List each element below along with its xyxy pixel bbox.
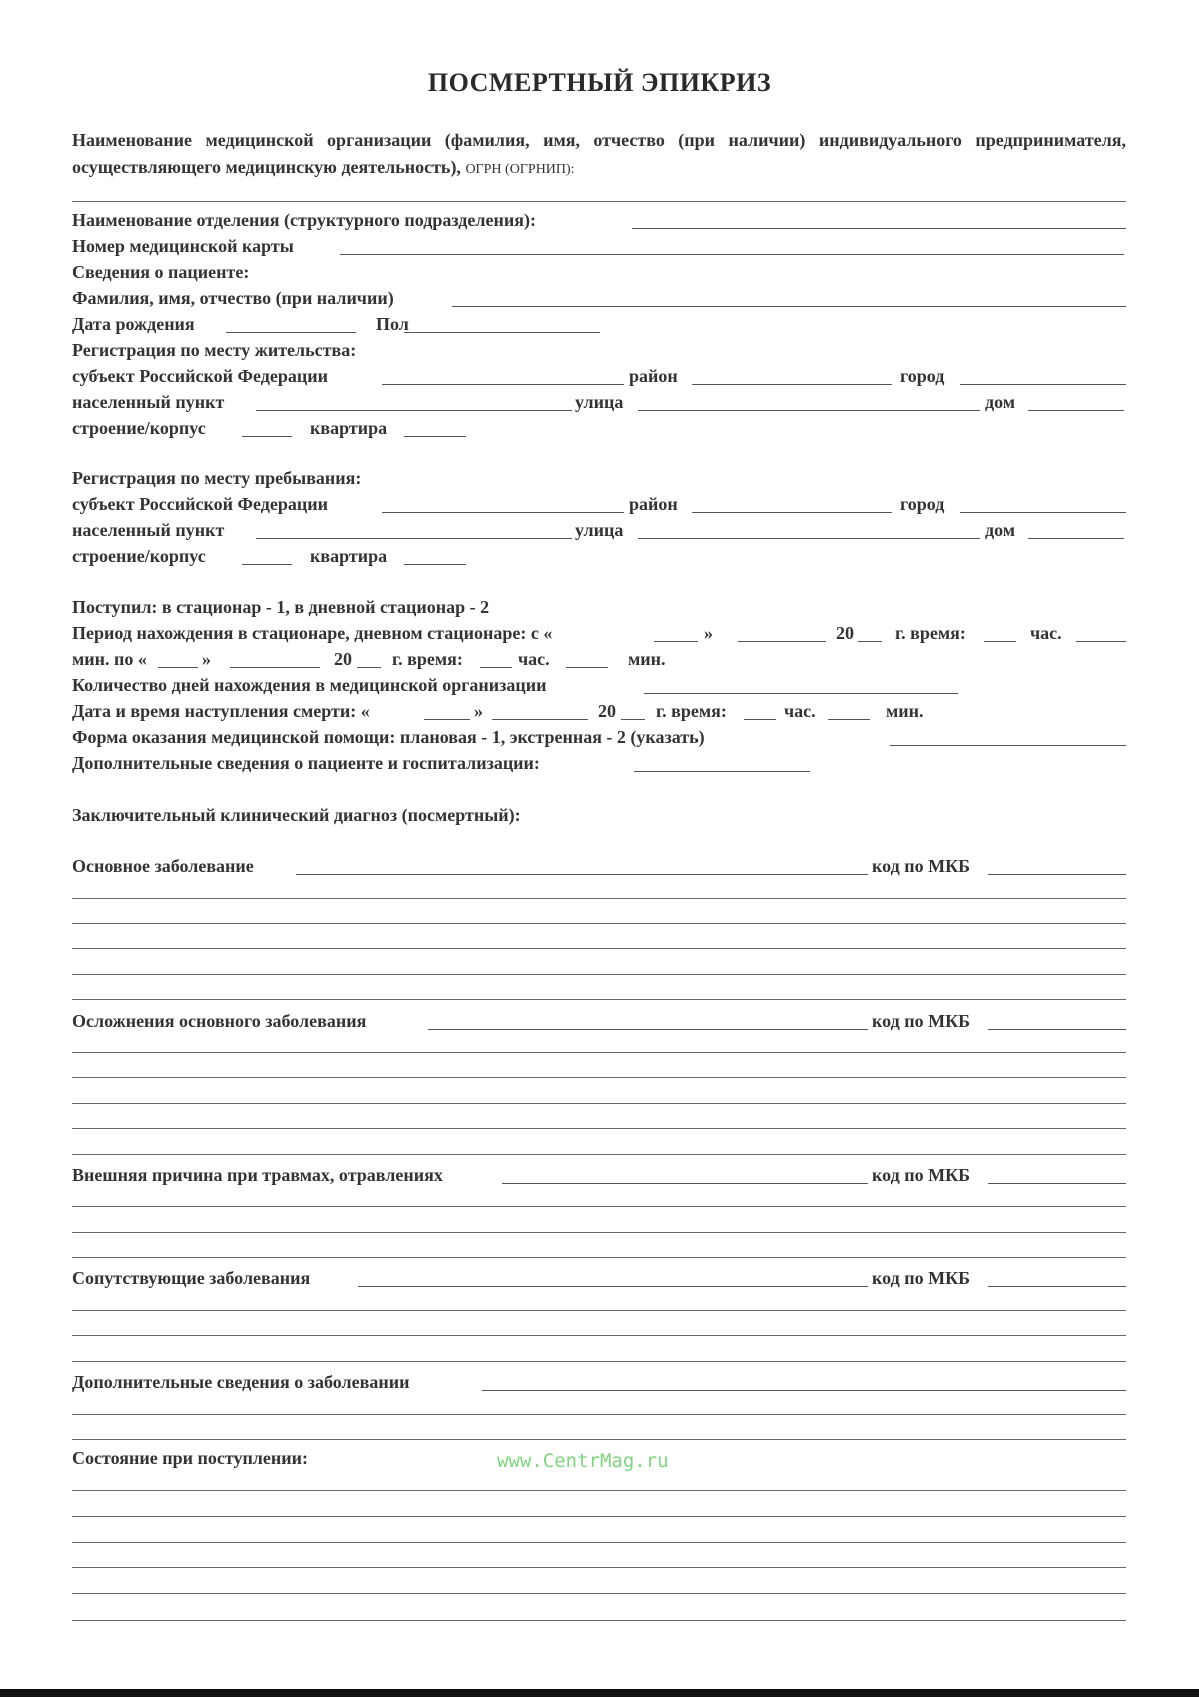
complications-line[interactable] — [72, 1052, 1126, 1053]
main-disease-line[interactable] — [72, 999, 1126, 1000]
complications-line[interactable] — [72, 1154, 1126, 1155]
district-blank[interactable] — [692, 512, 892, 513]
complications-blank[interactable] — [428, 1029, 868, 1030]
apartment-blank[interactable] — [404, 564, 466, 565]
complications-label: Осложнения основного заболевания — [72, 1011, 367, 1031]
subject-label: субъект Российской Федерации — [72, 494, 328, 514]
main-disease-row[interactable] — [72, 856, 1126, 876]
district-label: район — [629, 366, 678, 386]
full-name-blank[interactable] — [452, 306, 1126, 307]
hour-label: час. — [784, 701, 816, 721]
apartment-label: квартира — [310, 546, 388, 566]
department-label: Наименование отделения (структурного подразделения): — [72, 210, 536, 230]
comorbid-line[interactable] — [72, 1335, 1126, 1336]
comorbid-line[interactable] — [72, 1361, 1126, 1362]
period-to-month-blank[interactable] — [230, 667, 320, 668]
icd-blank[interactable] — [988, 1029, 1126, 1030]
year-prefix: 20 — [334, 649, 352, 669]
district-blank[interactable] — [692, 384, 892, 385]
city-label: город — [900, 494, 945, 514]
document-title: ПОСМЕРТНЫЙ ЭПИКРИЗ — [427, 68, 772, 97]
icd-label: код по МКБ — [872, 856, 971, 876]
period-row-2[interactable] — [72, 649, 1126, 669]
diagnosis-heading: Заключительный клинический диагноз (посмертный): — [72, 805, 521, 825]
building-blank[interactable] — [242, 436, 292, 437]
house-label: дом — [985, 520, 1016, 540]
admitted-label: Поступил: в стационар - 1, в дневной стационар - 2 — [72, 597, 490, 617]
quote-close: » — [474, 701, 483, 721]
birth-sex-row[interactable] — [72, 314, 1126, 334]
department-blank[interactable] — [632, 228, 1126, 229]
residence-building-row[interactable] — [72, 418, 1126, 438]
min-label: мин. — [886, 701, 924, 721]
district-label: район — [629, 494, 678, 514]
icd-blank[interactable] — [988, 1183, 1126, 1184]
year-time-label: г. время: — [895, 623, 966, 643]
state-line[interactable] — [72, 1620, 1126, 1621]
card-number-blank[interactable] — [340, 254, 1124, 255]
state-line[interactable] — [72, 1567, 1126, 1568]
organization-blank-line[interactable] — [72, 201, 1126, 202]
quote-close: » — [704, 623, 713, 643]
hour-label: час. — [1030, 623, 1062, 643]
house-label: дом — [985, 392, 1016, 412]
period-to-hour-blank[interactable] — [480, 667, 512, 668]
additional-label: Дополнительные сведения о заболевании — [72, 1372, 410, 1392]
external-cause-line[interactable] — [72, 1206, 1126, 1207]
period-to-minute-blank[interactable] — [566, 667, 608, 668]
external-cause-line[interactable] — [72, 1232, 1126, 1233]
additional-row[interactable] — [72, 1372, 1126, 1392]
death-label: Дата и время наступления смерти: « — [72, 701, 370, 721]
subject-blank[interactable] — [382, 512, 624, 513]
death-minute-blank[interactable] — [828, 719, 870, 720]
year-time-label: г. время: — [656, 701, 727, 721]
department-row[interactable] — [72, 210, 1126, 230]
hour-label: час. — [518, 649, 550, 669]
watermark: www.CentrMag.ru — [497, 1450, 669, 1472]
settlement-label: населенный пункт — [72, 520, 225, 540]
birth-date-label: Дата рождения — [72, 314, 195, 334]
state-line[interactable] — [72, 1593, 1126, 1594]
comorbid-blank[interactable] — [358, 1286, 868, 1287]
birth-date-blank[interactable] — [226, 332, 356, 333]
bottom-border — [0, 1689, 1199, 1697]
min-label: мин. — [628, 649, 666, 669]
settlement-blank[interactable] — [256, 538, 572, 539]
stay-settlement-row[interactable] — [72, 520, 1126, 540]
subject-blank[interactable] — [382, 384, 624, 385]
period-from-day-blank[interactable] — [654, 641, 698, 642]
icd-blank[interactable] — [988, 874, 1126, 875]
days-row[interactable] — [72, 675, 1126, 695]
sex-blank[interactable] — [404, 332, 600, 333]
building-label: строение/корпус — [72, 418, 206, 438]
additional-line[interactable] — [72, 1414, 1126, 1415]
form-label: Форма оказания медицинской помощи: плановая - 1, экстренная - 2 (указать) — [72, 727, 705, 747]
icd-label: код по МКБ — [872, 1011, 971, 1031]
state-line[interactable] — [72, 1490, 1126, 1491]
period-from-minute-blank[interactable] — [1076, 641, 1126, 642]
period-to-year-blank[interactable] — [357, 667, 381, 668]
full-name-label: Фамилия, имя, отчество (при наличии) — [72, 288, 394, 308]
comorbid-row[interactable] — [72, 1268, 1126, 1288]
death-year-blank[interactable] — [621, 719, 645, 720]
days-blank[interactable] — [644, 693, 958, 694]
apartment-blank[interactable] — [404, 436, 466, 437]
reg-stay-label: Регистрация по месту пребывания: — [72, 468, 362, 488]
stay-subject-row[interactable] — [72, 494, 1126, 514]
main-disease-line[interactable] — [72, 923, 1126, 924]
street-blank[interactable] — [638, 538, 980, 539]
city-label: город — [900, 366, 945, 386]
death-day-blank[interactable] — [424, 719, 470, 720]
main-disease-line[interactable] — [72, 974, 1126, 975]
house-blank[interactable] — [1028, 538, 1124, 539]
settlement-label: населенный пункт — [72, 392, 225, 412]
complications-row[interactable] — [72, 1011, 1126, 1031]
complications-line[interactable] — [72, 1128, 1126, 1129]
state-line[interactable] — [72, 1542, 1126, 1543]
card-number-label: Номер медицинской карты — [72, 236, 294, 256]
extra-label: Дополнительные сведения о пациенте и госпитализации: — [72, 753, 540, 773]
street-label: улица — [575, 520, 624, 540]
street-blank[interactable] — [638, 410, 980, 411]
period-to-day-blank[interactable] — [158, 667, 198, 668]
external-cause-blank[interactable] — [502, 1183, 868, 1184]
house-blank[interactable] — [1028, 410, 1124, 411]
state-line[interactable] — [72, 1516, 1126, 1517]
main-disease-label: Основное заболевание — [72, 856, 254, 876]
state-label: Состояние при поступлении: — [72, 1448, 309, 1468]
ogrn-label: ОГРН (ОГРНИП): — [465, 162, 575, 177]
min-to-label: мин. по « — [72, 649, 147, 669]
building-blank[interactable] — [242, 564, 292, 565]
icd-label: код по МКБ — [872, 1268, 971, 1288]
period-from-year-blank[interactable] — [858, 641, 882, 642]
main-disease-line[interactable] — [72, 948, 1126, 949]
city-blank[interactable] — [960, 384, 1126, 385]
city-blank[interactable] — [960, 512, 1126, 513]
reg-residence-label: Регистрация по месту жительства: — [72, 340, 357, 360]
extra-row[interactable] — [72, 753, 1126, 773]
main-disease-blank[interactable] — [296, 874, 868, 875]
quote-close: » — [202, 649, 211, 669]
form-blank[interactable] — [890, 745, 1126, 746]
residence-settlement-row[interactable] — [72, 392, 1126, 412]
street-label: улица — [575, 392, 624, 412]
comorbid-line[interactable] — [72, 1310, 1126, 1311]
building-label: строение/корпус — [72, 546, 206, 566]
external-cause-row[interactable] — [72, 1165, 1126, 1185]
main-disease-line[interactable] — [72, 898, 1126, 899]
apartment-label: квартира — [310, 418, 388, 438]
additional-line[interactable] — [72, 1439, 1126, 1440]
complications-line[interactable] — [72, 1103, 1126, 1104]
patient-info-label: Сведения о пациенте: — [72, 262, 250, 282]
stay-building-row[interactable] — [72, 546, 1126, 566]
death-row[interactable] — [72, 701, 1126, 721]
year-prefix: 20 — [836, 623, 854, 643]
days-label: Количество дней нахождения в медицинской организации — [72, 675, 547, 695]
external-cause-label: Внешняя причина при травмах, отравлениях — [72, 1165, 443, 1185]
period-label: Период нахождения в стационаре, дневном стационаре: с « — [72, 623, 553, 643]
organization-label: Наименование медицинской организации (фамилия, имя, отчество (при наличии) индивидуального предпринимателя, осуществляющего медицинскую деятельность), — [72, 130, 1126, 177]
death-month-blank[interactable] — [492, 719, 588, 720]
period-from-month-blank[interactable] — [738, 641, 826, 642]
complications-line[interactable] — [72, 1077, 1126, 1078]
form-row[interactable] — [72, 727, 1126, 747]
external-cause-line[interactable] — [72, 1257, 1126, 1258]
sex-label: Пол — [376, 314, 409, 334]
period-from-hour-blank[interactable] — [984, 641, 1016, 642]
residence-subject-row[interactable] — [72, 366, 1126, 386]
period-row-1[interactable] — [72, 623, 1126, 643]
icd-blank[interactable] — [988, 1286, 1126, 1287]
full-name-row[interactable] — [72, 288, 1126, 308]
settlement-blank[interactable] — [256, 410, 572, 411]
additional-blank[interactable] — [482, 1390, 1126, 1391]
extra-blank[interactable] — [634, 771, 810, 772]
year-time-label: г. время: — [392, 649, 463, 669]
comorbid-label: Сопутствующие заболевания — [72, 1268, 311, 1288]
subject-label: субъект Российской Федерации — [72, 366, 328, 386]
year-prefix: 20 — [598, 701, 616, 721]
death-hour-blank[interactable] — [744, 719, 776, 720]
icd-label: код по МКБ — [872, 1165, 971, 1185]
card-number-row[interactable] — [72, 236, 1126, 256]
